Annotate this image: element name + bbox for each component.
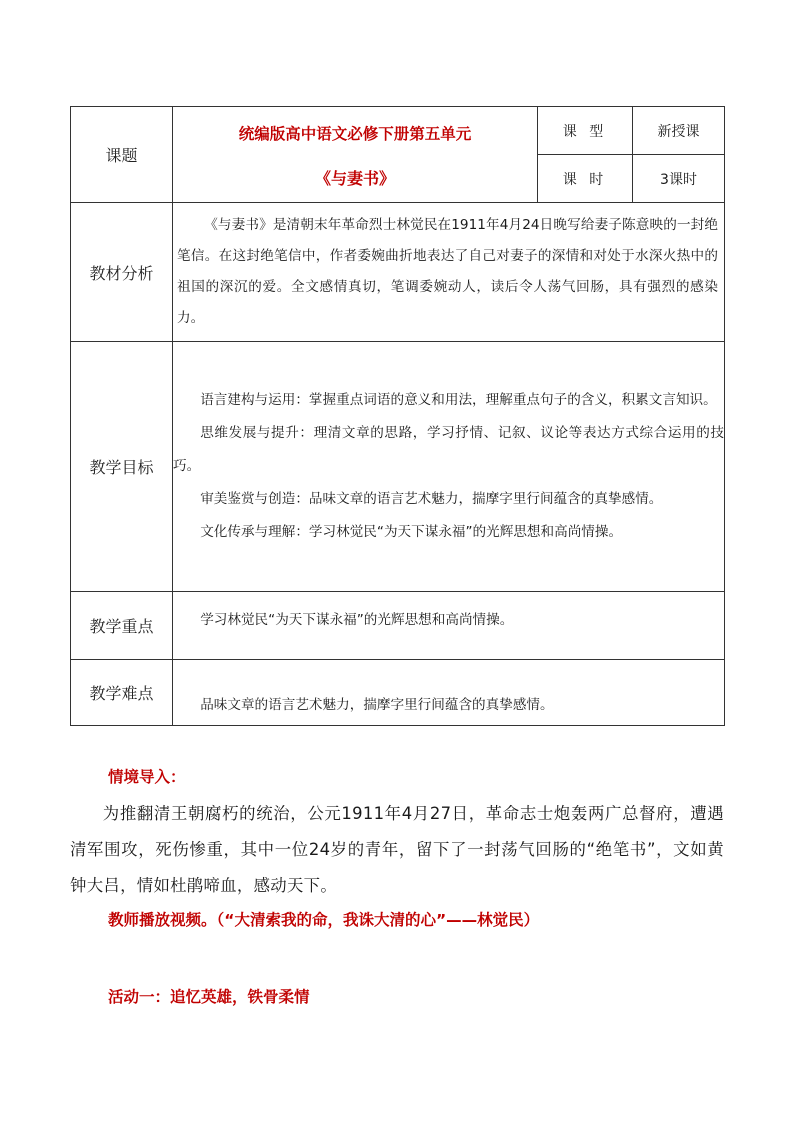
type-label: 课 型: [538, 107, 633, 155]
difficulty-text: 品味文章的语言艺术魅力，揣摩字里行间蕴含的真挚感情。: [173, 660, 725, 726]
course-title-line1: 统编版高中语文必修下册第五单元: [238, 125, 472, 143]
goal-item: 审美鉴赏与创造：品味文章的语言艺术魅力，揣摩字里行间蕴含的真挚感情。: [200, 491, 663, 507]
goal-item: 思维发展与提升：理清文章的思路，学习抒情、记叙、议论等表达方式综合运用的技巧。: [173, 425, 724, 474]
focus-text: 学习林觉民“为天下谋永福”的光辉思想和高尚情操。: [173, 592, 725, 660]
analysis-text: 《与妻书》是清朝末年革命烈士林觉民在1911年4月24日晚写给妻子陈意映的一封绝笔信。在这封绝笔信中，作者委婉曲折地表达了自己对妻子的深情和对处于水深火热中的祖国的深沉的爱。全文感情真切，笔调委婉动人，读后令人荡气回肠，具有强烈的感染力。: [177, 217, 718, 326]
hours-label: 课 时: [538, 155, 633, 203]
type-value: 新授课: [633, 107, 725, 155]
situation-heading: 情境导入：: [108, 768, 186, 786]
goal-item: 文化传承与理解：学习林觉民“为天下谋永福”的光辉思想和高尚情操。: [200, 524, 623, 540]
goals-label: 教学目标: [71, 342, 173, 592]
course-label: 课题: [71, 107, 173, 203]
video-note: 教师播放视频。（“大清索我的命，我诛大清的心”——林觉民）: [108, 911, 540, 929]
goals-cell: [173, 342, 725, 592]
hours-value: 3课时: [633, 155, 725, 203]
situation-text: 为推翻清王朝腐朽的统治，公元1911年4月27日，革命志士炮轰两广总督府，遭遇清军围攻，死伤惨重，其中一位24岁的青年，留下了一封荡气回肠的“绝笔书”，文如黄钟大吕，情如杜鹃啼血，感动天下。: [70, 804, 724, 895]
analysis-cell: [173, 203, 725, 342]
analysis-label: 教材分析: [71, 203, 173, 342]
lesson-plan-table: [70, 106, 725, 726]
activity-heading: 活动一：追忆英雄，铁骨柔情: [108, 988, 310, 1006]
focus-label: 教学重点: [71, 592, 173, 660]
goal-item: 语言建构与运用：掌握重点词语的意义和用法，理解重点句子的含义，积累文言知识。: [200, 392, 717, 408]
difficulty-label: 教学难点: [71, 660, 173, 726]
course-title: [173, 107, 538, 203]
course-title-line2: 《与妻书》: [314, 169, 395, 188]
